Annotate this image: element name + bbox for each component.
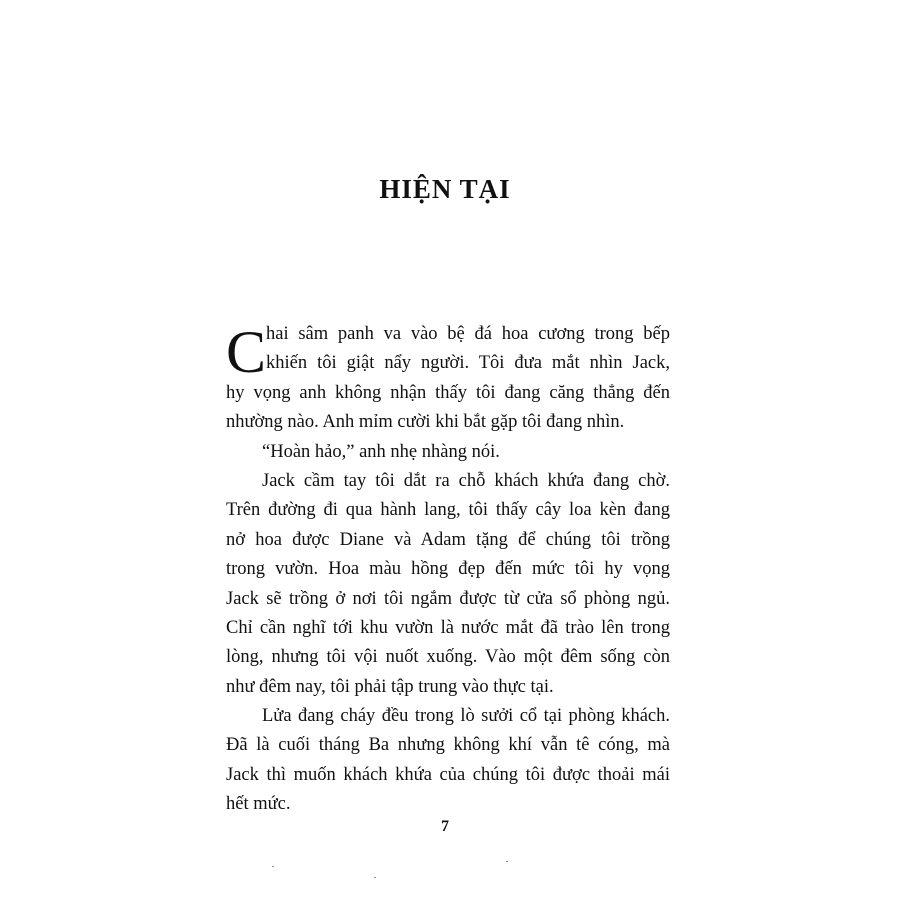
- text-line: Đã là cuối tháng Ba nhưng không khí vẫn tê cóng, mà: [226, 735, 670, 756]
- scan-speck: [374, 877, 376, 878]
- text-line: “Hoàn hảo,” anh nhẹ nhàng nói.: [262, 441, 500, 462]
- text-line: Jack sẽ trồng ở nơi tôi ngắm được từ cửa sổ phòng ngủ.: [226, 588, 670, 609]
- scan-speck: [272, 866, 274, 867]
- text-line: Jack cầm tay tôi dắt ra chỗ khách khứa đang chờ.: [262, 470, 670, 491]
- chapter-title: HIỆN TẠI: [379, 174, 511, 204]
- body-text: [226, 320, 670, 820]
- text-line: như đêm nay, tôi phải tập trung vào thực tại.: [226, 676, 554, 697]
- text-line: Chỉ cần nghĩ tới khu vườn là nước mắt đã trào lên trong: [226, 617, 670, 638]
- text-line: Jack thì muốn khách khứa của chúng tôi được thoải mái: [226, 764, 670, 785]
- text-line: lòng, nhưng tôi vội nuốt xuống. Vào một đêm sống còn: [226, 647, 670, 668]
- text-line: hai sâm panh va vào bệ đá hoa cương trong bếp: [266, 324, 670, 344]
- drop-cap-letter: C: [226, 319, 267, 385]
- text-line: nhường nào. Anh mỉm cười khi bắt gặp tôi đang nhìn.: [226, 412, 625, 433]
- text-line: hết mức.: [226, 794, 291, 815]
- text-line: trong vườn. Hoa màu hồng đẹp đến mức tôi hy vọng: [226, 559, 670, 580]
- text-line: nở hoa được Diane và Adam tặng để chúng tôi trồng: [226, 529, 670, 550]
- scan-speck: [506, 861, 508, 862]
- page-number: 7: [441, 818, 449, 835]
- text-line: Trên đường đi qua hành lang, tôi thấy cây loa kèn đang: [226, 500, 670, 521]
- text-line: Lửa đang cháy đều trong lò sưởi cổ tại phòng khách.: [262, 706, 670, 727]
- text-line: hy vọng anh không nhận thấy tôi đang căng thẳng đến: [226, 382, 670, 403]
- text-line: khiến tôi giật nẩy người. Tôi đưa mắt nhìn Jack,: [266, 353, 670, 374]
